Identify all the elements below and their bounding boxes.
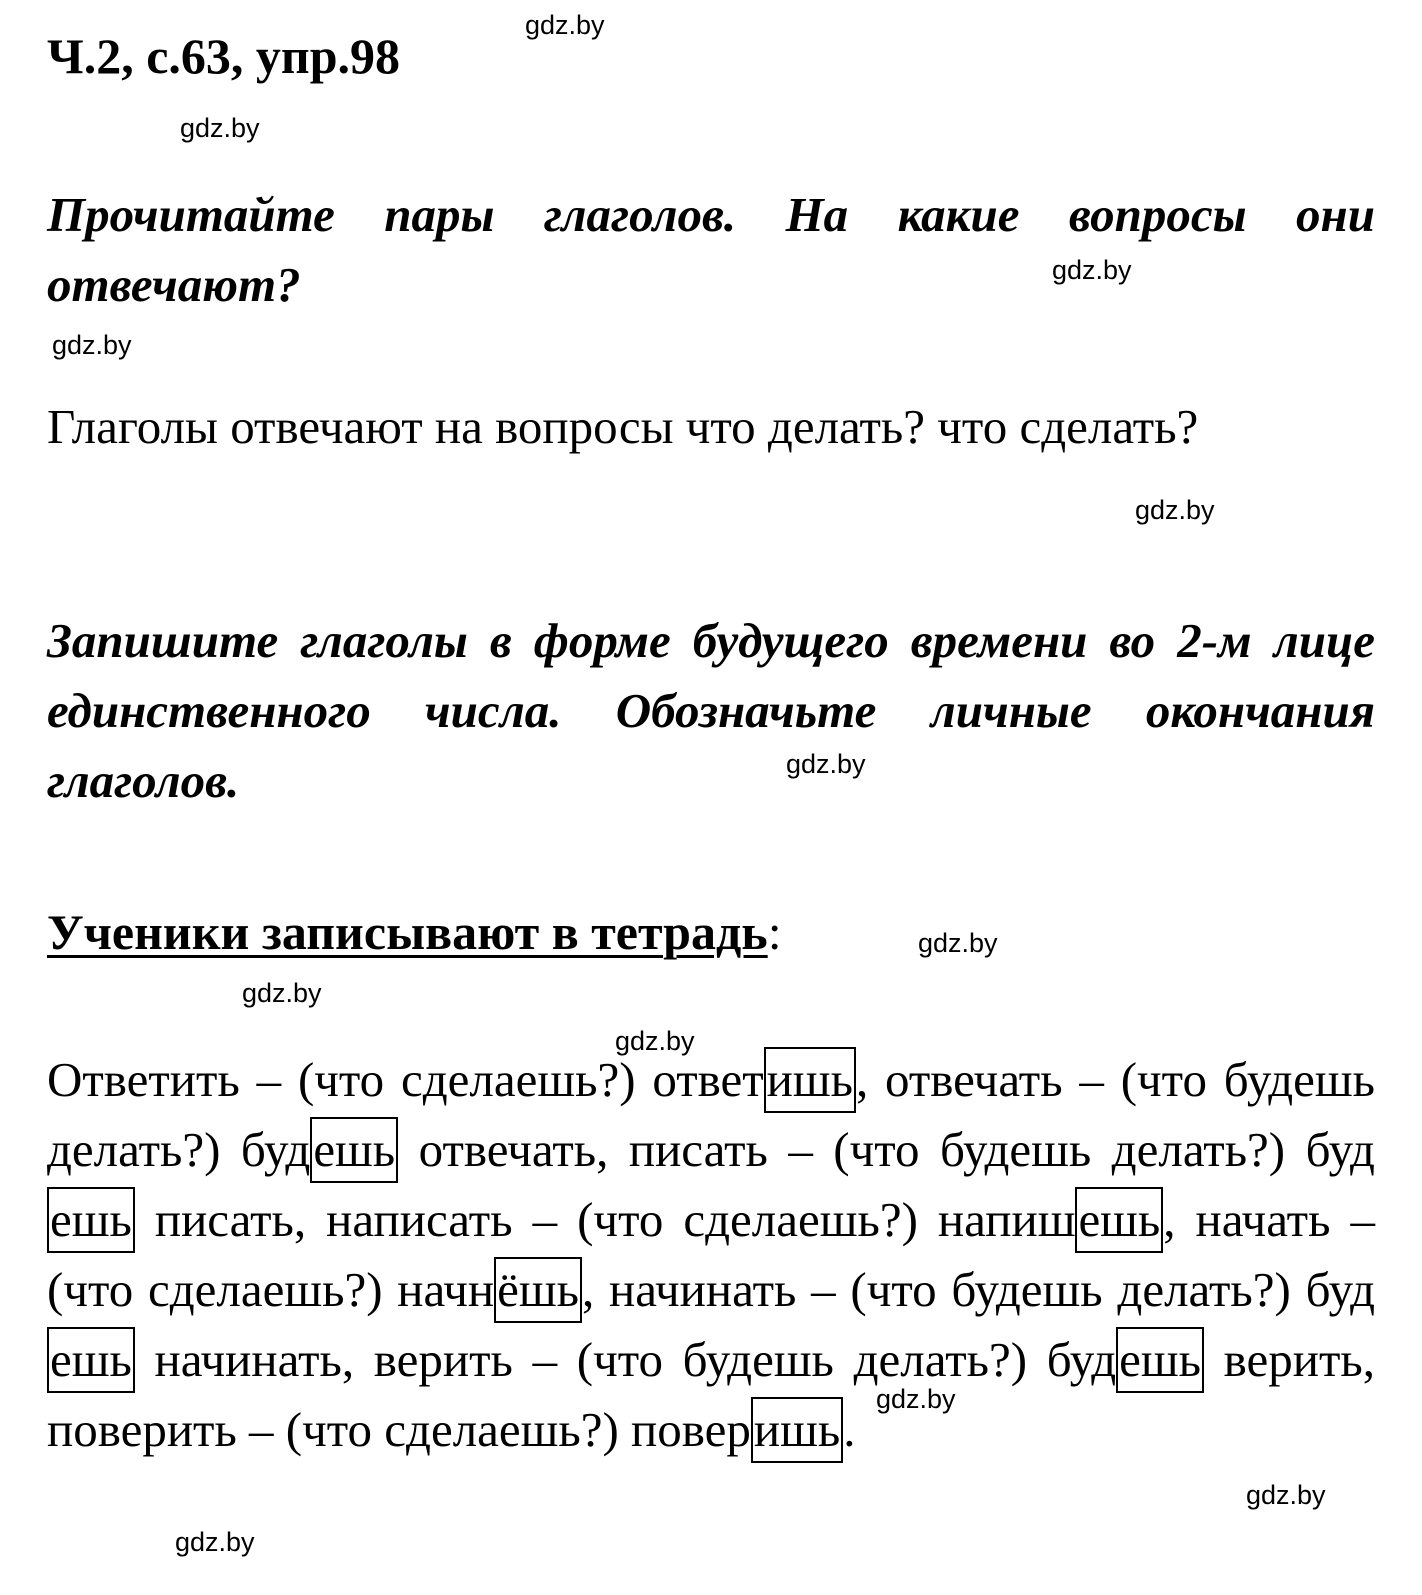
answer-text: верить, поверить – (что сделаешь?) повер [47, 1332, 1375, 1457]
answer-text: отвечать, писать – (что будешь делать?) буд [398, 1122, 1375, 1177]
watermark: gdz.by [1246, 1480, 1326, 1510]
answer-text: . [843, 1402, 856, 1457]
ending-box: ешь [1075, 1187, 1163, 1253]
watermark: gdz.by [876, 1384, 956, 1414]
answer-paragraph-2 [47, 1045, 1375, 1465]
notebook-heading-colon: : [767, 904, 782, 960]
answer-text: , начать – (что сделаешь?) начн [47, 1192, 1375, 1317]
watermark: gdz.by [615, 1026, 695, 1056]
watermark: gdz.by [1052, 255, 1132, 285]
watermark: gdz.by [180, 113, 260, 143]
watermark: gdz.by [175, 1527, 255, 1557]
watermark: gdz.by [1135, 495, 1215, 525]
answer-text: начинать, верить – (что будешь делать?) буд [134, 1332, 1117, 1387]
ending-box: ёшь [494, 1257, 582, 1323]
ending-box: ишь [751, 1397, 843, 1463]
watermark: gdz.by [242, 978, 322, 1008]
answer-text: писать, написать – (что сделаешь?) напиш [134, 1192, 1076, 1247]
watermark: gdz.by [525, 10, 605, 40]
ending-box: ешь [47, 1187, 135, 1253]
task-instruction-2: Запишите глаголы в форме будущего времени во 2-м лице единственного числа. Обозначьте личные окончания глаголов. [47, 613, 1375, 808]
ending-box: ешь [1116, 1327, 1204, 1393]
answer-text: , начинать – (что будешь делать?) буд [582, 1262, 1376, 1317]
watermark: gdz.by [918, 928, 998, 958]
notebook-heading-text: Ученики записывают в тетрадь [47, 904, 768, 960]
page-title: Ч.2, с.63, упр.98 [47, 28, 401, 84]
ending-box: ешь [47, 1327, 135, 1393]
ending-box: ешь [310, 1117, 398, 1183]
answer-paragraph-1: Глаголы отвечают на вопросы что делать? что сделать? [47, 399, 1199, 454]
task-instruction-1: Прочитайте пары глаголов. На какие вопросы они отвечают? [47, 187, 1375, 312]
notebook-heading [47, 900, 782, 964]
watermark: gdz.by [52, 330, 132, 360]
answer-text: , отвечать – (что будешь делать?) буд [47, 1052, 1376, 1177]
ending-box: ишь [764, 1047, 856, 1113]
watermark: gdz.by [786, 749, 866, 779]
answer-text: Ответить – (что сделаешь?) ответ [47, 1052, 764, 1107]
